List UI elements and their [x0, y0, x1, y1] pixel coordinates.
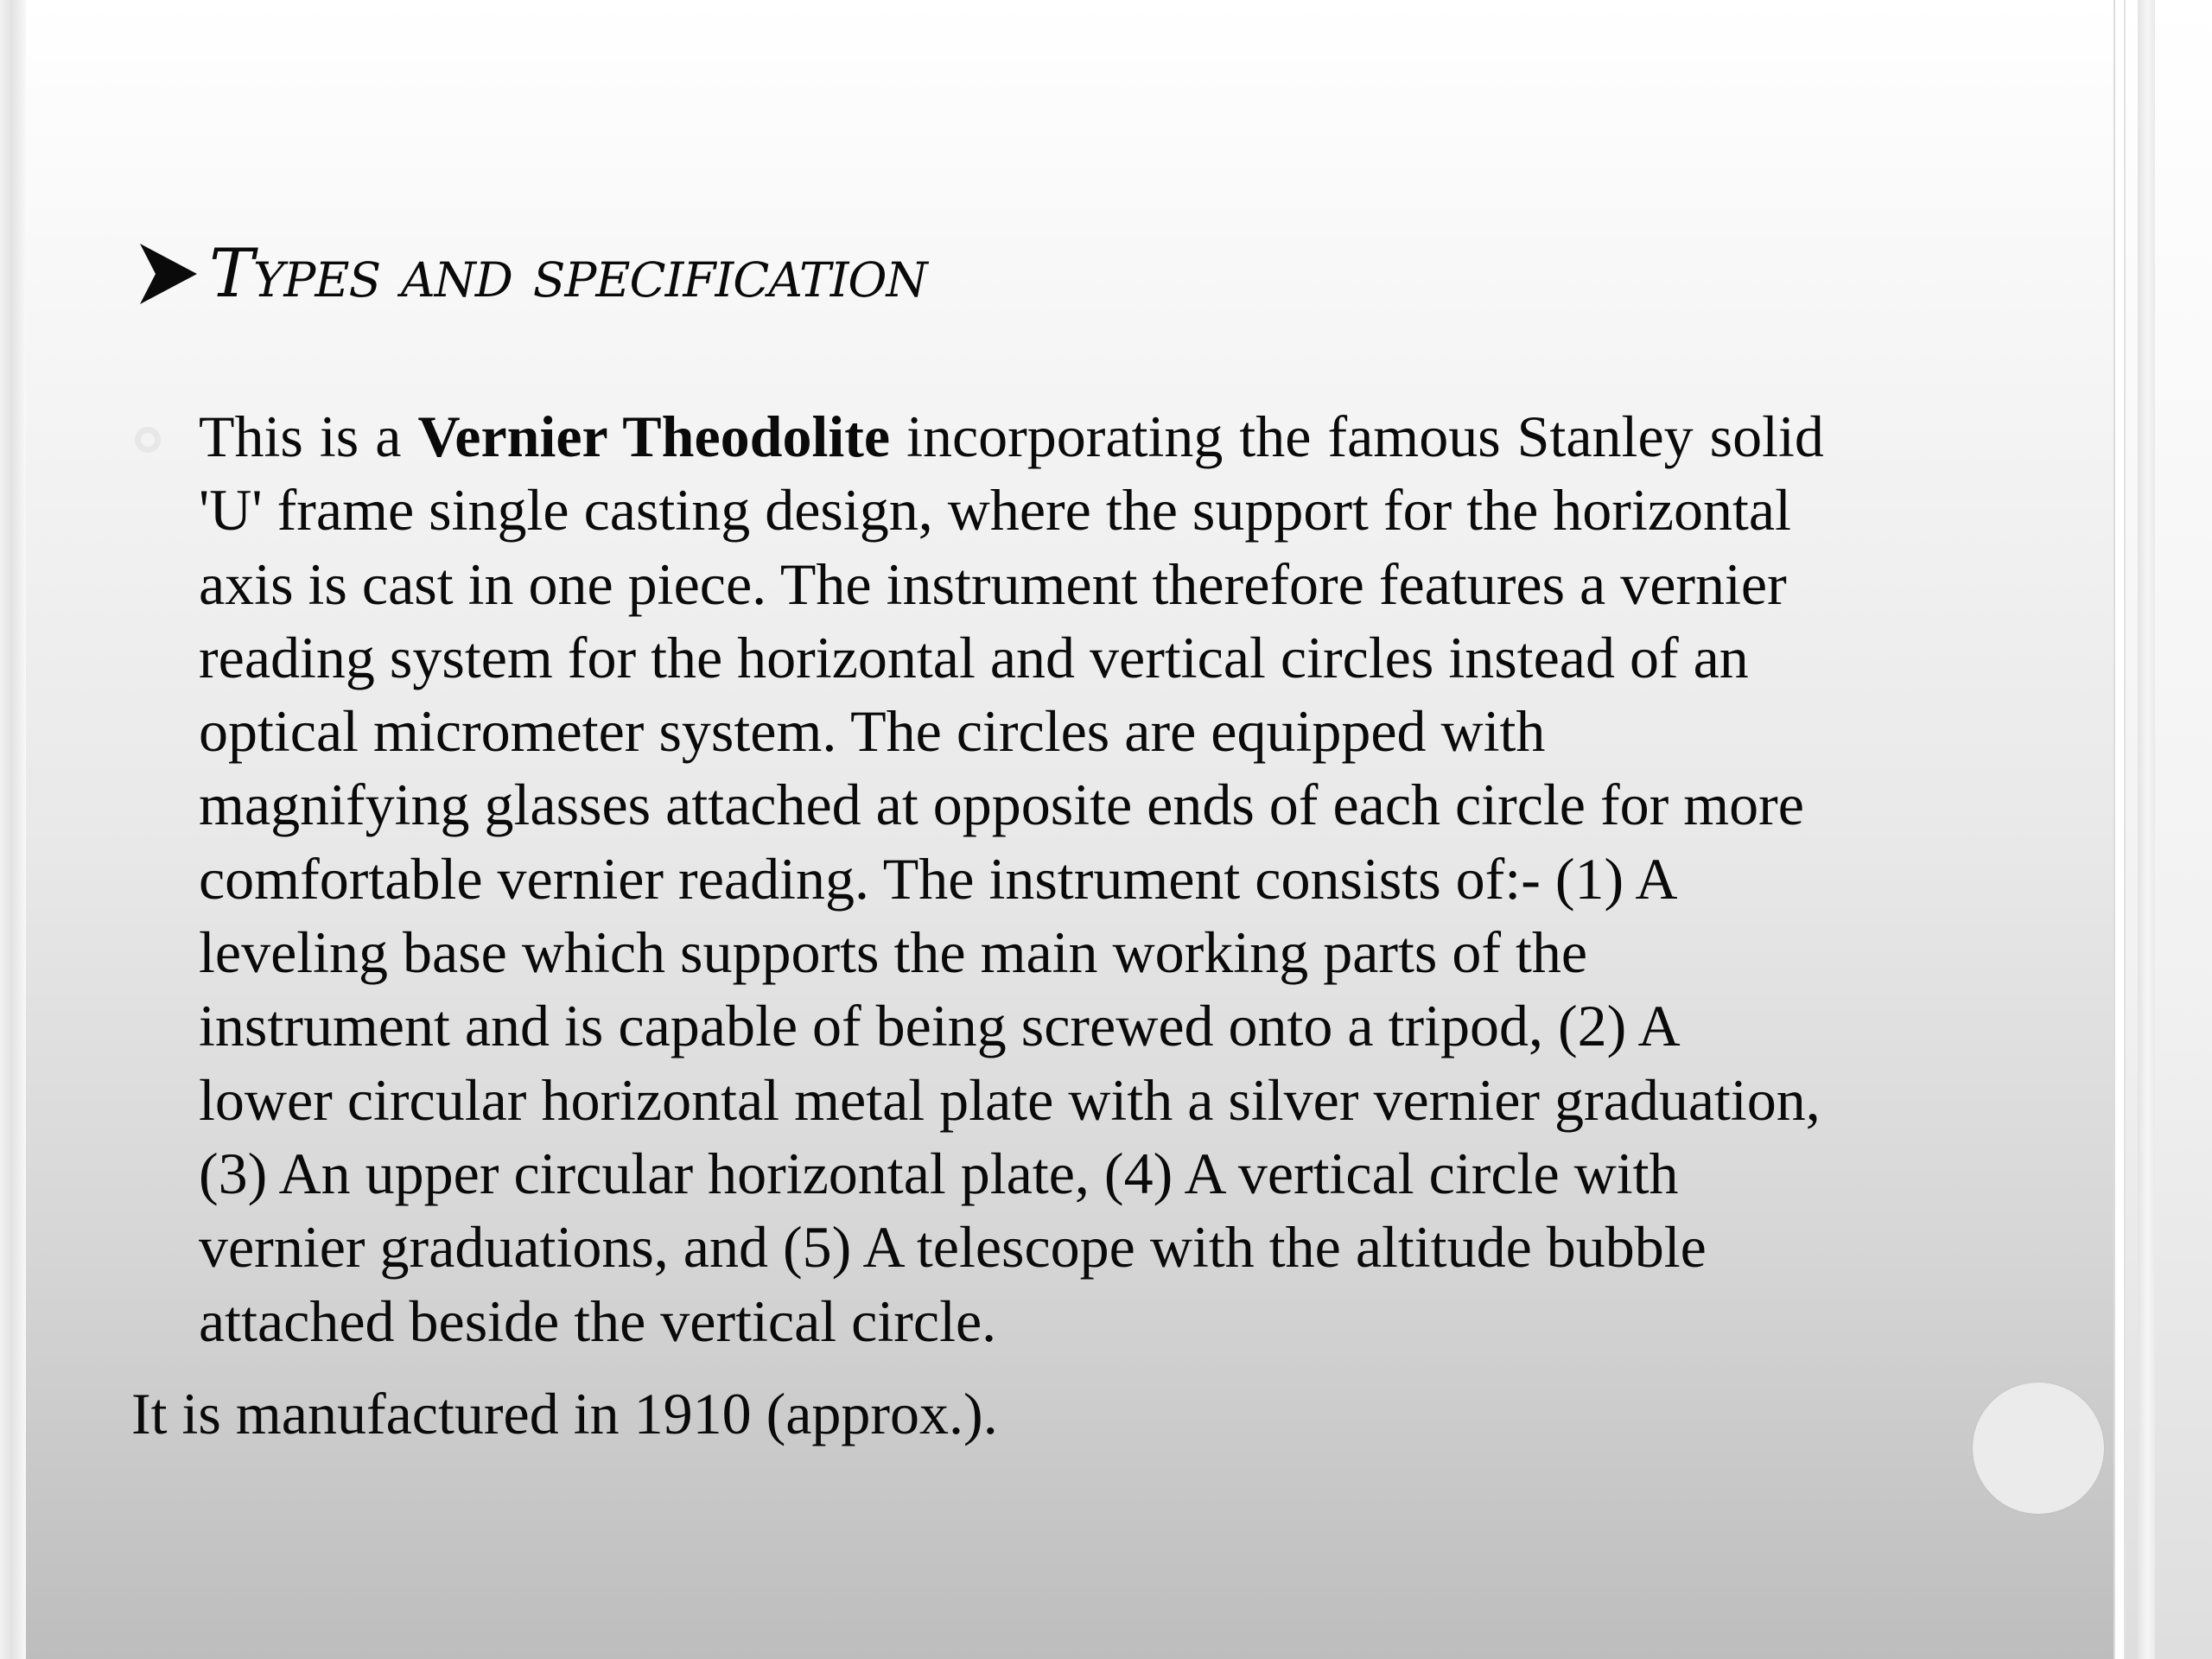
paragraph-line: axis is cast in one piece. The instrument therefore features a vernier	[199, 550, 1787, 617]
paragraph-line: optical micrometer system. The circles are equipped with	[199, 698, 1546, 765]
body-paragraph	[199, 400, 1953, 1358]
manufacture-note: It is manufactured in 1910 (approx.).	[131, 1381, 998, 1446]
right-rule-decoration	[2113, 0, 2126, 1659]
paragraph-emphasis: Vernier Theodolite	[417, 404, 891, 469]
right-frame-decoration	[2113, 0, 2212, 1659]
slide-title-text: Types and specification	[209, 235, 927, 313]
left-edge-decoration	[0, 0, 26, 1659]
slide-title	[137, 226, 927, 321]
paragraph-line: (3) An upper circular horizontal plate, (4) A vertical circle with	[199, 1140, 1679, 1206]
paragraph-line: 'U' frame single casting design, where the support for the horizontal	[199, 477, 1791, 543]
arrowhead-bullet-icon	[137, 240, 200, 308]
paragraph-line: magnifying glasses attached at opposite ends of each circle for more	[199, 772, 1804, 838]
paragraph-line: instrument and is capable of being screwed onto a tripod, (2) A	[199, 993, 1681, 1059]
paragraph-line: vernier graduations, and (5) A telescope with the altitude bubble	[199, 1214, 1707, 1281]
paragraph-line-1	[199, 400, 1953, 474]
paragraph-intro: This is a	[199, 404, 418, 469]
decorative-circle	[1973, 1382, 2104, 1514]
paragraph-line: lower circular horizontal metal plate with a silver vernier graduation,	[199, 1066, 1821, 1133]
paragraph-line: attached beside the vertical circle.	[199, 1287, 997, 1354]
paragraph-line: reading system for the horizontal and vertical circles instead of an	[199, 624, 1749, 690]
right-rule-decoration-2	[2138, 0, 2155, 1659]
paragraph-line: leveling base which supports the main working parts of the	[199, 919, 1588, 986]
paragraph-line1-rest: incorporating the famous Stanley solid	[890, 404, 1824, 469]
paragraph-line: comfortable vernier reading. The instrument consists of:- (1) A	[199, 845, 1678, 912]
hollow-circle-bullet-icon	[135, 427, 161, 453]
